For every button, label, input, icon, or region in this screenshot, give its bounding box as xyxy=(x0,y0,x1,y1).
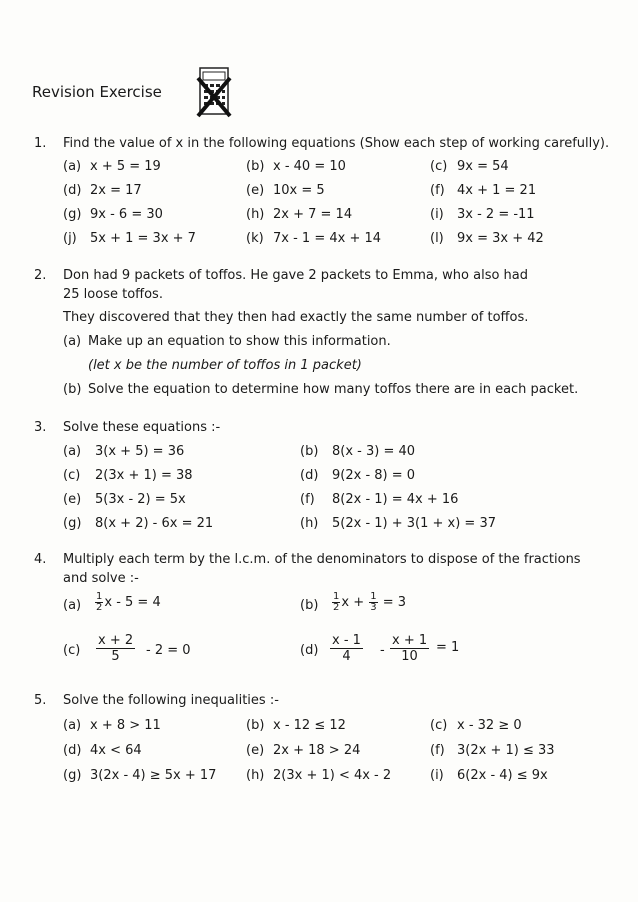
item-equation: 3x - 2 = -11 xyxy=(457,207,535,222)
item-label: (h) xyxy=(300,516,319,531)
item-equation: 10x = 5 xyxy=(273,183,325,198)
item-equation: 3(2x + 1) ≤ 33 xyxy=(457,743,555,758)
item-label: (d) xyxy=(300,468,319,483)
question-2b-label: (b) xyxy=(63,382,82,397)
item-label: (f) xyxy=(430,183,445,198)
fraction-numerator: x - 1 xyxy=(332,633,361,648)
item-equation: 2(3x + 1) = 38 xyxy=(95,468,193,483)
item-equation: 5(2x - 1) + 3(1 + x) = 37 xyxy=(332,516,496,531)
fraction-denominator: 10 xyxy=(401,649,418,664)
item-label: (d) xyxy=(63,183,82,198)
question-2-line-1: Don had 9 packets of toffos. He gave 2 packets to Emma, who also had xyxy=(63,268,529,283)
question-2a-label: (a) xyxy=(63,334,82,349)
expression-rest: = 3 xyxy=(382,595,407,610)
fraction-denominator: 5 xyxy=(111,649,120,664)
item-label: (h) xyxy=(246,768,265,783)
fraction-denominator: 3 xyxy=(370,602,377,613)
question-4c-label: (c) xyxy=(63,643,81,658)
item-equation: x - 32 ≥ 0 xyxy=(457,718,522,733)
question-4d-fraction-2 xyxy=(390,633,429,664)
page-title: Revision Exercise xyxy=(32,83,162,101)
question-4d-fraction-1 xyxy=(330,633,363,664)
item-label: (b) xyxy=(246,159,265,174)
fraction-denominator: 2 xyxy=(333,602,340,613)
item-equation: 6(2x - 4) ≤ 9x xyxy=(457,768,548,783)
item-label: (b) xyxy=(246,718,265,733)
item-label: (f) xyxy=(300,492,315,507)
item-equation: x - 40 = 10 xyxy=(273,159,346,174)
question-4b-label: (b) xyxy=(300,598,319,613)
question-2-number: 2. xyxy=(34,268,47,283)
question-4d-label: (d) xyxy=(300,643,319,658)
question-1-number: 1. xyxy=(34,136,47,151)
item-equation: 2x + 7 = 14 xyxy=(273,207,353,222)
fraction-numerator: x + 2 xyxy=(98,633,134,648)
item-equation: 7x - 1 = 4x + 14 xyxy=(273,231,382,246)
item-equation: 4x + 1 = 21 xyxy=(457,183,537,198)
question-2-line-2: 25 loose toffos. xyxy=(63,287,163,302)
item-equation: 5x + 1 = 3x + 7 xyxy=(90,231,196,246)
item-equation: 8(x - 3) = 40 xyxy=(332,444,416,459)
item-label: (k) xyxy=(246,231,264,246)
item-label: (g) xyxy=(63,768,82,783)
question-2a-text: Make up an equation to show this information. xyxy=(88,334,391,349)
item-equation: 2x + 18 > 24 xyxy=(273,743,361,758)
item-label: (e) xyxy=(63,492,82,507)
item-equation: x - 12 ≤ 12 xyxy=(273,718,346,733)
item-label: (a) xyxy=(63,718,82,733)
fraction-numerator: 1 xyxy=(333,591,340,602)
item-equation: 9x = 54 xyxy=(457,159,509,174)
item-label: (e) xyxy=(246,183,265,198)
item-equation: 8(2x - 1) = 4x + 16 xyxy=(332,492,459,507)
item-label: (c) xyxy=(63,468,81,483)
item-label: (l) xyxy=(430,231,444,246)
item-equation: 3(x + 5) = 36 xyxy=(95,444,185,459)
no-calculator-icon xyxy=(196,66,232,118)
question-4d-rest: = 1 xyxy=(436,640,460,655)
item-equation: 4x < 64 xyxy=(90,743,142,758)
fraction-2 xyxy=(369,592,377,613)
item-label: (h) xyxy=(246,207,265,222)
item-label: (a) xyxy=(63,444,82,459)
item-label: (f) xyxy=(430,743,445,758)
item-equation: 9x = 3x + 42 xyxy=(457,231,544,246)
question-4-line-2: and solve :- xyxy=(63,571,139,586)
item-equation: 2(3x + 1) < 4x - 2 xyxy=(273,768,392,783)
expression-middle: x + xyxy=(341,595,365,610)
item-label: (g) xyxy=(63,207,82,222)
fraction-numerator: 1 xyxy=(370,591,377,602)
item-label: (e) xyxy=(246,743,265,758)
question-3-text: Solve these equations :- xyxy=(63,420,221,435)
item-label: (a) xyxy=(63,159,82,174)
fraction-1 xyxy=(332,592,340,613)
item-label: (b) xyxy=(300,444,319,459)
item-equation: x + 8 > 11 xyxy=(90,718,161,733)
question-4d-minus: - xyxy=(380,643,385,658)
item-label: (c) xyxy=(430,159,448,174)
question-4b-expression xyxy=(331,592,406,613)
fraction-numerator: x + 1 xyxy=(392,633,428,648)
question-5-number: 5. xyxy=(34,693,47,708)
fraction-numerator: 1 xyxy=(96,591,103,602)
item-label: (d) xyxy=(63,743,82,758)
question-5-text: Solve the following inequalities :- xyxy=(63,693,279,708)
question-2a-hint: (let x be the number of toffos in 1 packet) xyxy=(88,358,362,373)
question-4a-label: (a) xyxy=(63,598,82,613)
question-4c-rest: - 2 = 0 xyxy=(146,643,191,658)
question-2-line-3: They discovered that they then had exactly the same number of toffos. xyxy=(63,310,529,325)
item-label: (c) xyxy=(430,718,448,733)
question-4c-fraction xyxy=(96,633,135,664)
item-label: (g) xyxy=(63,516,82,531)
item-equation: 3(2x - 4) ≥ 5x + 17 xyxy=(90,768,217,783)
question-2b-text: Solve the equation to determine how many toffos there are in each packet. xyxy=(88,382,579,397)
item-label: (i) xyxy=(430,768,444,783)
item-equation: 8(x + 2) - 6x = 21 xyxy=(95,516,214,531)
item-label: (j) xyxy=(63,231,77,246)
fraction-denominator: 4 xyxy=(342,649,351,664)
fraction-denominator: 2 xyxy=(96,602,103,613)
item-equation: 5(3x - 2) = 5x xyxy=(95,492,186,507)
question-4-line-1: Multiply each term by the l.c.m. of the denominators to dispose of the fractions xyxy=(63,552,581,567)
item-equation: 2x = 17 xyxy=(90,183,142,198)
question-1-text: Find the value of x in the following equations (Show each step of working carefully). xyxy=(63,136,610,151)
item-equation: 9(2x - 8) = 0 xyxy=(332,468,416,483)
fraction xyxy=(95,592,103,613)
item-label: (i) xyxy=(430,207,444,222)
expression-rest: x - 5 = 4 xyxy=(104,595,161,610)
item-equation: 9x - 6 = 30 xyxy=(90,207,163,222)
question-4a-expression xyxy=(94,592,161,613)
question-3-number: 3. xyxy=(34,420,47,435)
question-4-number: 4. xyxy=(34,552,47,567)
item-equation: x + 5 = 19 xyxy=(90,159,161,174)
